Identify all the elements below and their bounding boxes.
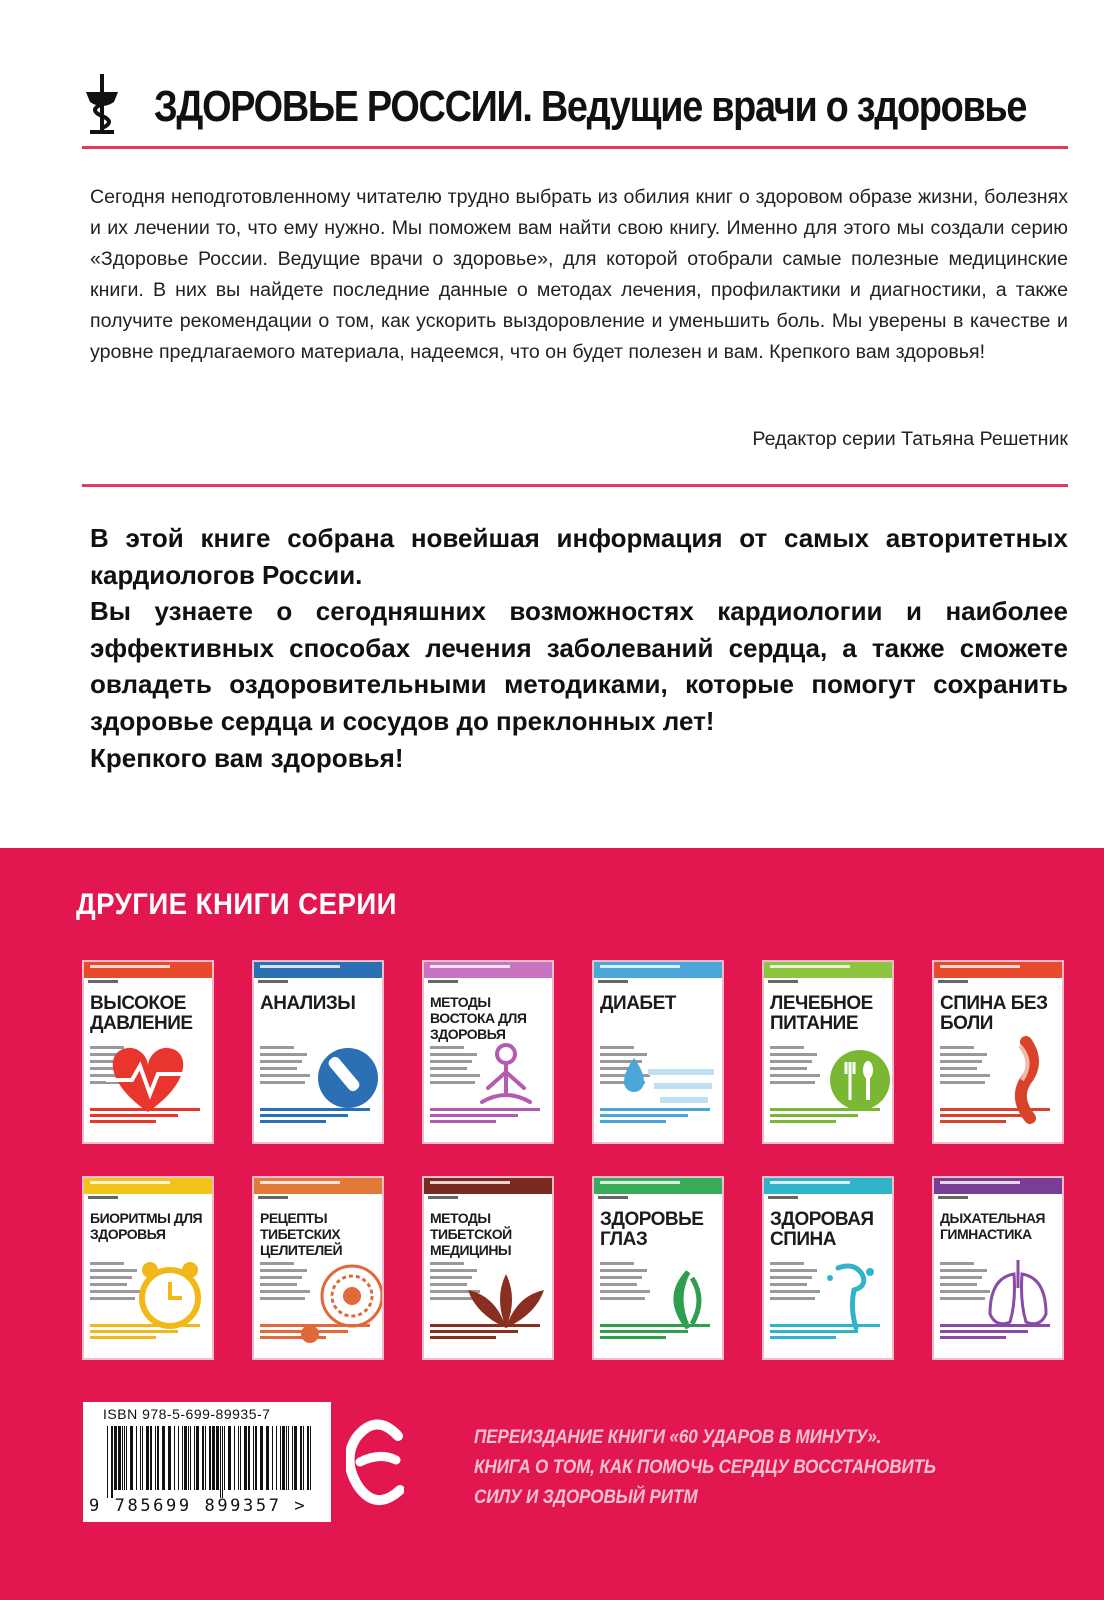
- series-book-cover: [424, 1178, 552, 1358]
- intro-divider: [82, 484, 1068, 487]
- book-title: БИОРИТМЫ ДЛЯ ЗДОРОВЬЯ: [90, 1210, 203, 1242]
- book-title: СПИНА БЕЗ БОЛИ: [940, 993, 1048, 1034]
- book-title: ДИАБЕТ: [600, 993, 676, 1014]
- book-title: ДЫХАТЕЛЬНАЯ ГИМНАСТИКА: [940, 1210, 1045, 1242]
- header-divider: [82, 146, 1068, 149]
- book-title: МЕТОДЫ ВОСТОКА ДЛЯ ЗДОРОВЬЯ: [430, 994, 527, 1042]
- series-book-cover: [764, 1178, 892, 1358]
- book-footer-lines: [940, 1108, 1050, 1126]
- series-book-cover: [84, 1178, 212, 1358]
- book-footer-lines: [600, 1324, 710, 1342]
- book-description: [90, 520, 1068, 776]
- series-header: [76, 74, 1068, 144]
- isbn-text: ISBN 978-5-699-89935-7: [103, 1406, 271, 1422]
- book-footer-lines: [260, 1108, 370, 1126]
- barcode: [83, 1402, 331, 1522]
- series-book-cover: [764, 962, 892, 1142]
- book-title: ЛЕЧЕБНОЕ ПИТАНИЕ: [770, 993, 873, 1034]
- book-footer-lines: [90, 1108, 200, 1126]
- series-intro-text: Сегодня неподготовленному читателю трудно выбрать из обилия книг о здоровом образе жизни, болезнях и их лечении то, что ему нужно. Мы поможем вам найти свою книгу. Именно для этого мы создали серию «Здоровье России. Ведущие врачи о здоровье», для которой отобрали самые полезные медицинские книги. В них вы найдете последние данные о методах лечения, профилактики и диагностики, а также получите рекомендации о том, как ускорить выздоровление и уменьшить боль. Мы уверены в качестве и уровне предлагаемого материала, надеемся, что он будет полезен и вам. Крепкого вам здоровья!: [90, 186, 1068, 363]
- series-book-cover: [84, 962, 212, 1142]
- series-editor: Редактор серии Татьяна Решетник: [752, 428, 1068, 450]
- book-footer-lines: [430, 1108, 540, 1126]
- series-book-cover: [594, 1178, 722, 1358]
- book-title: АНАЛИЗЫ: [260, 993, 356, 1014]
- book-title: ЗДОРОВАЯ СПИНА: [770, 1209, 874, 1250]
- book-footer-lines: [770, 1108, 880, 1126]
- book-title: МЕТОДЫ ТИБЕТСКОЙ МЕДИЦИНЫ: [430, 1210, 512, 1258]
- book-title: ВЫСОКОЕ ДАВЛЕНИЕ: [90, 993, 193, 1034]
- other-books-title: ДРУГИЕ КНИГИ СЕРИИ: [76, 888, 397, 921]
- eksmo-e-logo-icon: [346, 1416, 404, 1508]
- book-footer-lines: [430, 1324, 540, 1342]
- book-title: РЕЦЕПТЫ ТИБЕТСКИХ ЦЕЛИТЕЛЕЙ: [260, 1210, 343, 1258]
- series-title: ЗДОРОВЬЕ РОССИИ. Ведущие врачи о здоровье: [154, 82, 1027, 131]
- series-book-cover: [254, 1178, 382, 1358]
- book-title: ЗДОРОВЬЕ ГЛАЗ: [600, 1209, 704, 1250]
- book-footer-lines: [940, 1324, 1050, 1342]
- book-footer-lines: [90, 1324, 200, 1342]
- book-footer-lines: [260, 1324, 370, 1342]
- description-paragraph-1: В этой книге собрана новейшая информация от самых авторитетных кардиологов России.: [90, 523, 1068, 590]
- book-footer-lines: [770, 1324, 880, 1342]
- series-book-cover: [594, 962, 722, 1142]
- book-footer-lines: [600, 1108, 710, 1126]
- series-book-cover: [934, 962, 1062, 1142]
- description-paragraph-3: Крепкого вам здоровья!: [90, 742, 404, 773]
- series-book-cover: [424, 962, 552, 1142]
- barcode-digits: 9 785699 899357 >: [89, 1496, 308, 1516]
- reissue-note: [474, 1422, 1094, 1512]
- series-book-cover: [254, 962, 382, 1142]
- series-book-cover: [934, 1178, 1062, 1358]
- reissue-line-2: КНИГА О ТОМ, КАК ПОМОЧЬ СЕРДЦУ ВОССТАНОВИТЬ: [474, 1456, 936, 1478]
- barcode-bars: [107, 1426, 311, 1498]
- bowl-of-hygieia-icon: [76, 74, 128, 134]
- description-paragraph-2: Вы узнаете о сегодняшних возможностях кардиологии и наиболее эффективных способах лечения заболеваний сердца, а также сможете овладеть оздоровительными методиками, которые помогут сохранить здоровье сердца и сосудов до преклонных лет!: [90, 596, 1068, 736]
- reissue-line-3: СИЛУ И ЗДОРОВЫЙ РИТМ: [474, 1486, 698, 1508]
- reissue-line-1: ПЕРЕИЗДАНИЕ КНИГИ «60 УДАРОВ В МИНУТУ».: [474, 1426, 882, 1448]
